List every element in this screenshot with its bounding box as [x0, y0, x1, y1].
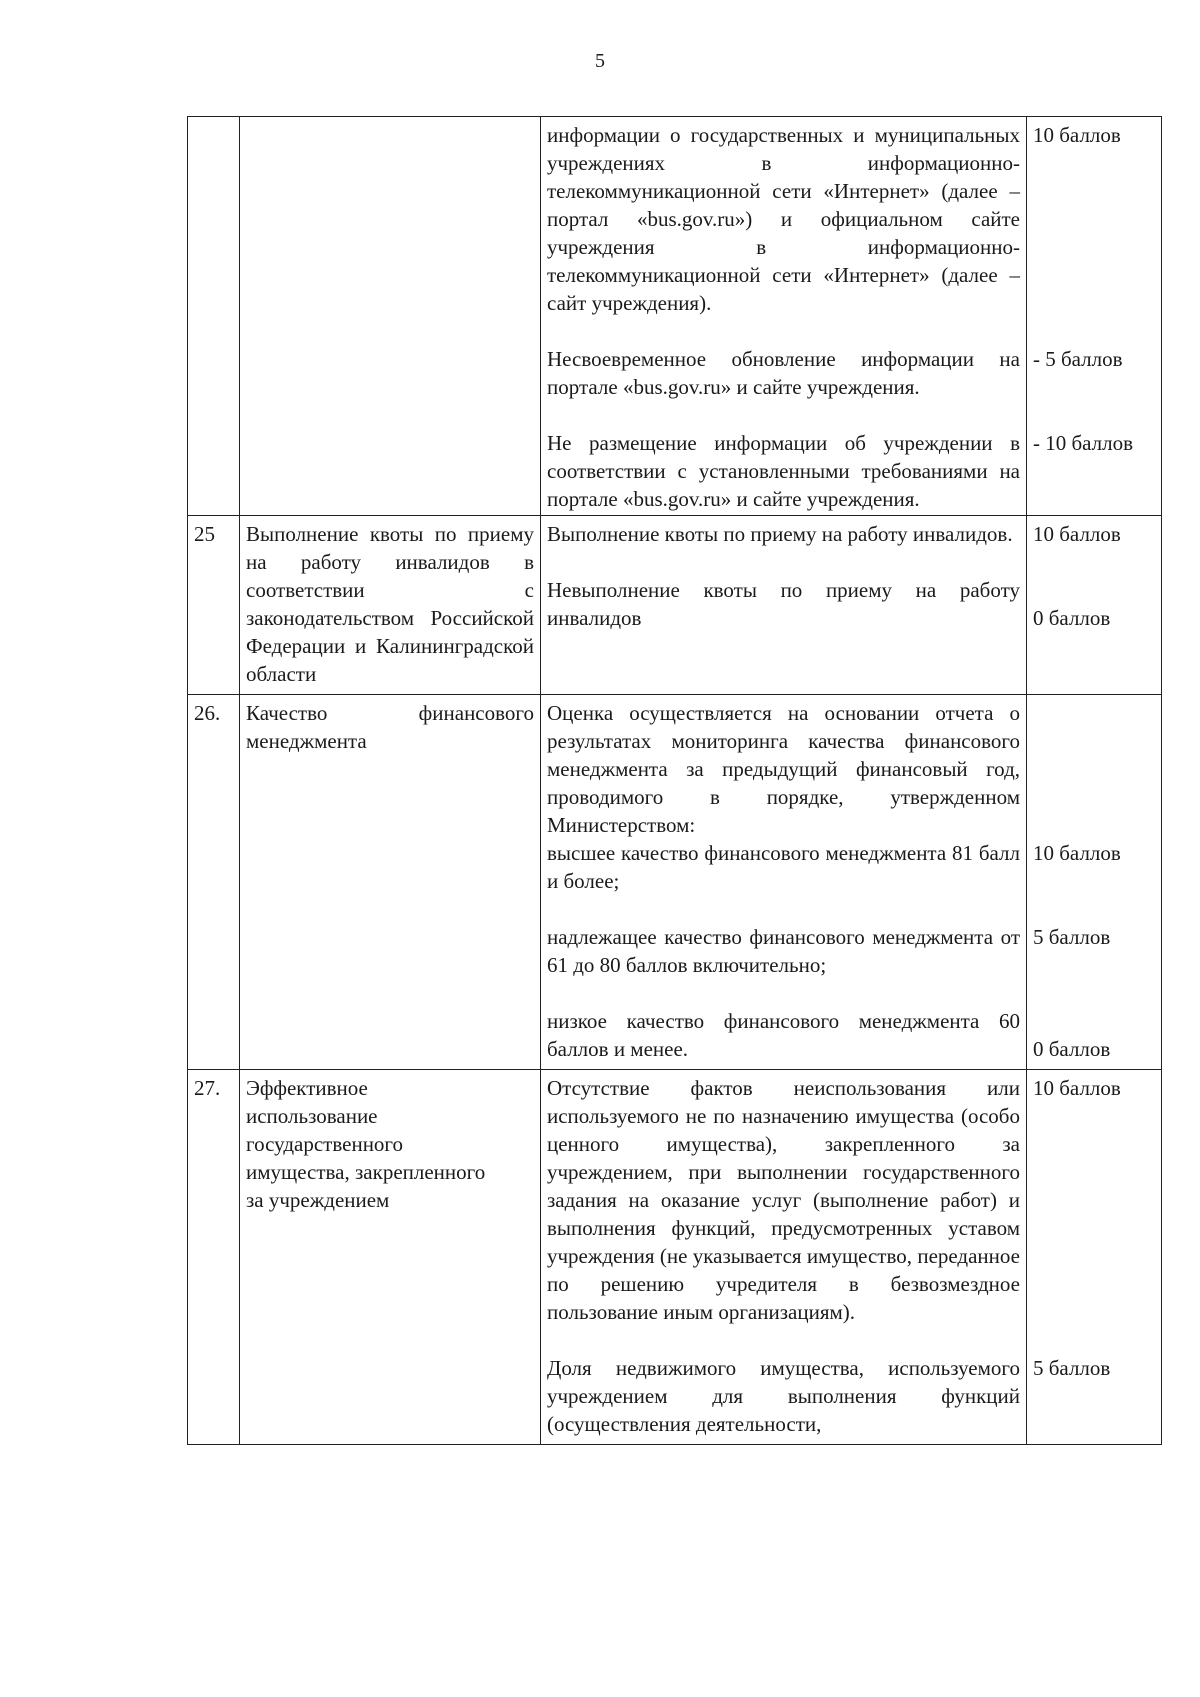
description-text: высшее качество финансового менеджмента 81 балл и более; [547, 841, 1020, 893]
score-value: 10 баллов [1033, 841, 1121, 865]
table-row [188, 695, 1162, 1070]
table-row [188, 1070, 1162, 1445]
row-number [188, 117, 240, 516]
description-text: Доля недвижимого имущества, используемого учреждением для выполнения функций (осуществления деятельности, [547, 1356, 1020, 1436]
description-intro: Оценка осуществляется на основании отчета о результатах мониторинга качества финансового менеджмента за предыдущий финансовый год, проводимого в порядке, утвержденном Министерством: [547, 701, 1020, 837]
score-value: - 5 баллов [1033, 347, 1123, 371]
description-text: Не размещение информации об учреждении в соответствии с установленными требованиями на портале «bus.gov.ru» и сайте учреждения. [547, 431, 1020, 511]
criteria-table [187, 116, 1162, 1445]
description-text: Отсутствие фактов неиспользования или используемого не по назначению имущества (особо ценного имущества), закрепленного за учреждением, при выполнении государственного задания на оказание услуг (выполнение работ) и выполнения функций, предусмотренных уставом учреждения (не указывается имущество, переданное по решению учредителя в безвозмездное пользование иным организациям). [547, 1076, 1020, 1324]
score-value: - 10 баллов [1033, 431, 1134, 455]
score-value: 10 баллов [1033, 1076, 1121, 1100]
row-number: 27. [188, 1070, 240, 1445]
score-value: 5 баллов [1033, 1356, 1111, 1380]
row-number: 25 [188, 516, 240, 695]
score-value: 5 баллов [1033, 925, 1111, 949]
criterion-text: Эффективное использование государственного имущества, закрепленного за учреждением [246, 1076, 486, 1212]
criterion-name [240, 1070, 541, 1445]
description-text: Несвоевременное обновление информации на портале «bus.gov.ru» и сайте учреждения. [547, 347, 1020, 399]
score-cell [1027, 1070, 1162, 1445]
description-cell [541, 516, 1027, 695]
score-cell [1027, 695, 1162, 1070]
score-cell [1027, 516, 1162, 695]
score-spacer [1033, 699, 1155, 839]
description-text: низкое качество финансового менеджмента 60 баллов и менее. [547, 1009, 1020, 1061]
description-cell [541, 1070, 1027, 1445]
score-value: 0 баллов [1033, 1037, 1111, 1061]
description-text: Выполнение квоты по приему на работу инвалидов. [547, 522, 1013, 546]
score-value: 10 баллов [1033, 123, 1121, 147]
description-cell [541, 117, 1027, 516]
score-value: 0 баллов [1033, 606, 1111, 630]
description-text: информации о государственных и муниципальных учреждениях в информационно-телекоммуникационной сети «Интернет» (далее – портал «bus.gov.ru») и официальном сайте учреждения в информационно-телекоммуникационной сети «Интернет» (далее – сайт учреждения). [547, 123, 1020, 315]
page-number: 5 [595, 50, 605, 72]
score-cell [1027, 117, 1162, 516]
table-row [188, 516, 1162, 695]
score-value: 10 баллов [1033, 522, 1121, 546]
description-text: надлежащее качество финансового менеджмента от 61 до 80 баллов включительно; [547, 925, 1020, 977]
description-cell [541, 695, 1027, 1070]
criterion-name: Качество финансового менеджмента [240, 695, 541, 1070]
description-text: Невыполнение квоты по приему на работу инвалидов [547, 578, 1020, 630]
criterion-name: Выполнение квоты по приему на работу инвалидов в соответствии с законодательством Российской Федерации и Калининградской области [240, 516, 541, 695]
criterion-name [240, 117, 541, 516]
row-number: 26. [188, 695, 240, 1070]
table-row [188, 117, 1162, 516]
